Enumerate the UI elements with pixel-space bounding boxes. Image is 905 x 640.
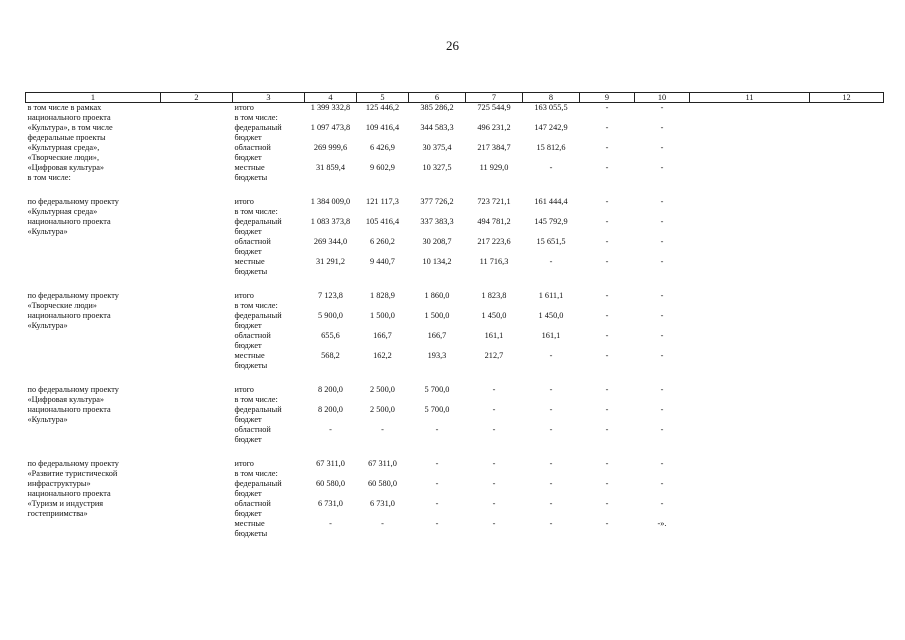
value-cell-col-8: 15 651,5 bbox=[536, 237, 566, 246]
value-cell-col-10: - bbox=[660, 425, 664, 434]
value-cell-col-5: 6 426,9 bbox=[370, 143, 395, 152]
column-11-cell bbox=[690, 113, 810, 123]
value-cell-col-9: - bbox=[605, 217, 609, 226]
value-cell-col-10: - bbox=[660, 217, 664, 226]
value-cell-col-4: 7 123,8 bbox=[318, 291, 343, 300]
column-2-cell bbox=[161, 103, 233, 184]
value-cell-col-5: 105 416,4 bbox=[365, 217, 400, 226]
budget-table bbox=[25, 92, 884, 539]
value-cell-col-5 bbox=[357, 301, 409, 311]
column-11-cell bbox=[690, 479, 810, 499]
column-12-cell bbox=[810, 163, 884, 183]
table-row bbox=[26, 459, 884, 469]
value-cell-col-5: - bbox=[381, 425, 384, 434]
value-cell-col-7: 11 716,3 bbox=[479, 257, 509, 266]
value-cell-col-5: 6 731,0 bbox=[370, 499, 395, 508]
spacer-cell bbox=[26, 183, 884, 197]
value-cell-col-10: - bbox=[660, 143, 664, 152]
value-cell-col-5 bbox=[357, 469, 409, 479]
value-cell-col-9 bbox=[580, 395, 635, 405]
value-cell-col-8: - bbox=[549, 385, 553, 394]
value-cell-col-5: 109 416,4 bbox=[365, 123, 400, 132]
value-cell-col-8: 163 055,5 bbox=[534, 103, 568, 112]
value-cell-col-6: - bbox=[435, 425, 439, 434]
column-12-cell bbox=[810, 237, 884, 257]
spacer-cell bbox=[26, 371, 884, 385]
value-cell-col-6 bbox=[409, 395, 466, 405]
column-11-cell bbox=[690, 217, 810, 237]
value-cell-col-9: - bbox=[605, 499, 609, 508]
column-11-cell bbox=[690, 395, 810, 405]
funding-source-cell: итого bbox=[234, 385, 254, 394]
value-cell-col-6: 166,7 bbox=[427, 331, 447, 340]
value-cell-col-4: 269 999,6 bbox=[313, 143, 348, 152]
value-cell-col-5 bbox=[357, 207, 409, 217]
column-11-cell bbox=[690, 331, 810, 351]
column-header-11: 11 bbox=[690, 93, 810, 103]
column-11-cell bbox=[690, 351, 810, 371]
column-11-cell bbox=[690, 405, 810, 425]
value-cell-col-7: 1 450,0 bbox=[481, 311, 507, 320]
value-cell-col-6: 5 700,0 bbox=[424, 385, 450, 394]
value-cell-col-9: - bbox=[605, 405, 609, 414]
block-spacer bbox=[26, 371, 884, 385]
column-12-cell bbox=[810, 395, 884, 405]
column-11-cell bbox=[690, 163, 810, 183]
value-cell-col-6: 344 583,3 bbox=[420, 123, 454, 132]
column-12-cell bbox=[810, 197, 884, 207]
funding-source-cell: федеральный бюджет bbox=[234, 123, 282, 142]
value-cell-col-9: - bbox=[605, 519, 609, 528]
funding-source-cell: местные бюджеты bbox=[234, 351, 268, 370]
funding-source-cell: федеральный бюджет bbox=[234, 311, 282, 330]
funding-source-cell: в том числе: bbox=[234, 207, 278, 216]
column-11-cell bbox=[690, 469, 810, 479]
value-cell-col-10: -». bbox=[657, 519, 667, 528]
value-cell-col-4 bbox=[305, 469, 357, 479]
column-11-cell bbox=[690, 519, 810, 539]
column-number-row bbox=[26, 93, 884, 103]
value-cell-col-6: 10 327,5 bbox=[422, 163, 452, 172]
value-cell-col-4 bbox=[305, 113, 357, 123]
value-cell-col-6 bbox=[409, 113, 466, 123]
funding-source-cell: областной бюджет bbox=[234, 425, 271, 444]
column-11-cell bbox=[690, 499, 810, 519]
value-cell-col-7 bbox=[466, 395, 523, 405]
value-cell-col-10: - bbox=[660, 257, 664, 266]
value-cell-col-10: - bbox=[660, 459, 664, 468]
value-cell-col-10: - bbox=[660, 197, 664, 206]
value-cell-col-7: 161,1 bbox=[484, 331, 504, 340]
column-12-cell bbox=[810, 499, 884, 519]
value-cell-col-6: 30 208,7 bbox=[422, 237, 452, 246]
value-cell-col-8: - bbox=[549, 519, 553, 528]
spacer-cell bbox=[26, 277, 884, 291]
funding-source-cell: областной бюджет bbox=[234, 331, 271, 350]
value-cell-col-9: - bbox=[605, 459, 609, 468]
value-cell-col-9 bbox=[580, 301, 635, 311]
value-cell-col-7: 725 544,9 bbox=[477, 103, 511, 112]
value-cell-col-9: - bbox=[605, 291, 609, 300]
column-12-cell bbox=[810, 291, 884, 301]
value-cell-col-8: - bbox=[549, 405, 553, 414]
column-11-cell bbox=[690, 123, 810, 143]
column-12-cell bbox=[810, 479, 884, 499]
project-label: по федеральному проекту «Творческие люди» национального проекта «Культура» bbox=[27, 291, 119, 330]
value-cell-col-4: 1 083 373,8 bbox=[310, 217, 351, 226]
value-cell-col-10 bbox=[635, 301, 690, 311]
value-cell-col-9: - bbox=[605, 479, 609, 488]
value-cell-col-4: 67 311,0 bbox=[316, 459, 345, 468]
column-11-cell bbox=[690, 103, 810, 114]
column-11-cell bbox=[690, 143, 810, 163]
column-2-cell bbox=[161, 459, 233, 539]
value-cell-col-10: - bbox=[660, 405, 664, 414]
column-header-5: 5 bbox=[357, 93, 409, 103]
value-cell-col-8: - bbox=[549, 425, 553, 434]
value-cell-col-8: - bbox=[549, 351, 553, 360]
value-cell-col-7: 494 781,2 bbox=[477, 217, 511, 226]
column-12-cell bbox=[810, 207, 884, 217]
value-cell-col-10: - bbox=[660, 237, 664, 246]
value-cell-col-9: - bbox=[605, 237, 609, 246]
value-cell-col-6: 10 134,2 bbox=[422, 257, 452, 266]
value-cell-col-4: 8 200,0 bbox=[318, 385, 343, 394]
funding-source-cell: итого bbox=[234, 103, 254, 112]
column-11-cell bbox=[690, 207, 810, 217]
value-cell-col-4: - bbox=[329, 519, 332, 528]
column-11-cell bbox=[690, 257, 810, 277]
table-row bbox=[26, 385, 884, 395]
value-cell-col-9: - bbox=[605, 425, 609, 434]
funding-source-cell: итого bbox=[234, 197, 254, 206]
column-11-cell bbox=[690, 459, 810, 469]
value-cell-col-6 bbox=[409, 301, 466, 311]
value-cell-col-8 bbox=[523, 395, 580, 405]
value-cell-col-4: 655,6 bbox=[321, 331, 340, 340]
value-cell-col-10 bbox=[635, 395, 690, 405]
value-cell-col-9: - bbox=[605, 143, 609, 152]
value-cell-col-10: - bbox=[660, 291, 664, 300]
column-12-cell bbox=[810, 459, 884, 469]
value-cell-col-4: 8 200,0 bbox=[318, 405, 343, 414]
value-cell-col-4: 269 344,0 bbox=[313, 237, 348, 246]
column-2-cell bbox=[161, 197, 233, 277]
value-cell-col-9: - bbox=[605, 331, 609, 340]
column-12-cell bbox=[810, 301, 884, 311]
column-12-cell bbox=[810, 143, 884, 163]
value-cell-col-8: - bbox=[549, 499, 553, 508]
value-cell-col-4: 6 731,0 bbox=[318, 499, 343, 508]
table-row bbox=[26, 103, 884, 114]
value-cell-col-4: 1 384 009,0 bbox=[310, 197, 351, 206]
column-header-1: 1 bbox=[26, 93, 161, 103]
value-cell-col-7: - bbox=[492, 385, 496, 394]
value-cell-col-9 bbox=[580, 207, 635, 217]
value-cell-col-9: - bbox=[605, 123, 609, 132]
funding-source-cell: в том числе: bbox=[234, 301, 278, 310]
value-cell-col-4: 1 097 473,8 bbox=[310, 123, 351, 132]
value-cell-col-8 bbox=[523, 207, 580, 217]
value-cell-col-4 bbox=[305, 395, 357, 405]
value-cell-col-6: - bbox=[435, 519, 439, 528]
value-cell-col-5 bbox=[357, 113, 409, 123]
funding-source-cell: в том числе: bbox=[234, 395, 278, 404]
value-cell-col-7: 496 231,2 bbox=[477, 123, 511, 132]
value-cell-col-6: 193,3 bbox=[427, 351, 447, 360]
block-spacer bbox=[26, 277, 884, 291]
value-cell-col-6: 1 500,0 bbox=[424, 311, 450, 320]
funding-source-cell: федеральный бюджет bbox=[234, 479, 282, 498]
column-11-cell bbox=[690, 301, 810, 311]
spacer-cell bbox=[26, 445, 884, 459]
value-cell-col-6: 377 726,2 bbox=[420, 197, 454, 206]
project-label: по федеральному проекту «Культурная среда» национального проекта «Культура» bbox=[27, 197, 119, 236]
value-cell-col-8: 1 450,0 bbox=[538, 311, 564, 320]
value-cell-col-9: - bbox=[605, 351, 609, 360]
value-cell-col-6: 337 383,3 bbox=[420, 217, 454, 226]
value-cell-col-10: - bbox=[660, 499, 664, 508]
value-cell-col-10: - bbox=[660, 163, 664, 172]
value-cell-col-7: - bbox=[492, 425, 496, 434]
value-cell-col-9: - bbox=[605, 385, 609, 394]
value-cell-col-5: 162,2 bbox=[373, 351, 392, 360]
column-12-cell bbox=[810, 103, 884, 114]
value-cell-col-5 bbox=[357, 395, 409, 405]
value-cell-col-4 bbox=[305, 301, 357, 311]
column-11-cell bbox=[690, 425, 810, 445]
column-12-cell bbox=[810, 311, 884, 331]
value-cell-col-6: - bbox=[435, 459, 439, 468]
column-12-cell bbox=[810, 113, 884, 123]
value-cell-col-9 bbox=[580, 113, 635, 123]
column-11-cell bbox=[690, 311, 810, 331]
column-12-cell bbox=[810, 123, 884, 143]
value-cell-col-7: 1 823,8 bbox=[481, 291, 507, 300]
value-cell-col-8: 161 444,4 bbox=[534, 197, 568, 206]
project-label: по федеральному проекту «Цифровая культура» национального проекта «Культура» bbox=[27, 385, 119, 424]
block-spacer bbox=[26, 183, 884, 197]
value-cell-col-5: 1 500,0 bbox=[370, 311, 395, 320]
column-header-12: 12 bbox=[810, 93, 884, 103]
column-header-6: 6 bbox=[409, 93, 466, 103]
value-cell-col-5: 2 500,0 bbox=[370, 385, 395, 394]
value-cell-col-7 bbox=[466, 207, 523, 217]
value-cell-col-8 bbox=[523, 469, 580, 479]
value-cell-col-5: 9 602,9 bbox=[370, 163, 395, 172]
column-12-cell bbox=[810, 217, 884, 237]
funding-source-cell: в том числе: bbox=[234, 113, 278, 122]
column-header-2: 2 bbox=[161, 93, 233, 103]
table-row bbox=[26, 291, 884, 301]
funding-source-cell: местные бюджеты bbox=[234, 257, 268, 276]
column-header-9: 9 bbox=[580, 93, 635, 103]
value-cell-col-4: 568,2 bbox=[321, 351, 340, 360]
value-cell-col-9 bbox=[580, 469, 635, 479]
value-cell-col-9: - bbox=[605, 103, 609, 112]
value-cell-col-7: - bbox=[492, 499, 496, 508]
value-cell-col-10: - bbox=[660, 311, 664, 320]
value-cell-col-7: 11 929,0 bbox=[479, 163, 509, 172]
column-12-cell bbox=[810, 331, 884, 351]
value-cell-col-8: 15 812,6 bbox=[536, 143, 566, 152]
value-cell-col-8: - bbox=[549, 479, 553, 488]
value-cell-col-6 bbox=[409, 469, 466, 479]
value-cell-col-5: - bbox=[381, 519, 384, 528]
column-header-4: 4 bbox=[305, 93, 357, 103]
value-cell-col-7: - bbox=[492, 459, 496, 468]
funding-source-cell: областной бюджет bbox=[234, 499, 271, 518]
column-12-cell bbox=[810, 425, 884, 445]
value-cell-col-9: - bbox=[605, 197, 609, 206]
value-cell-col-10 bbox=[635, 207, 690, 217]
value-cell-col-8: - bbox=[549, 257, 553, 266]
column-header-3: 3 bbox=[233, 93, 305, 103]
column-11-cell bbox=[690, 291, 810, 301]
funding-source-cell: итого bbox=[234, 291, 254, 300]
table-row bbox=[26, 197, 884, 207]
value-cell-col-7: 217 384,7 bbox=[477, 143, 511, 152]
value-cell-col-5: 121 117,3 bbox=[366, 197, 399, 206]
page-number: 26 bbox=[446, 38, 459, 53]
value-cell-col-8: - bbox=[549, 163, 553, 172]
funding-source-cell: местные бюджеты bbox=[234, 519, 268, 538]
value-cell-col-7: 723 721,1 bbox=[477, 197, 511, 206]
value-cell-col-7 bbox=[466, 113, 523, 123]
value-cell-col-10: - bbox=[660, 123, 664, 132]
funding-source-cell: федеральный бюджет bbox=[234, 217, 282, 236]
value-cell-col-5: 1 828,9 bbox=[370, 291, 395, 300]
value-cell-col-7: - bbox=[492, 479, 496, 488]
value-cell-col-5: 2 500,0 bbox=[370, 405, 395, 414]
column-header-7: 7 bbox=[466, 93, 523, 103]
value-cell-col-10: - bbox=[660, 331, 664, 340]
value-cell-col-6: 1 860,0 bbox=[424, 291, 450, 300]
value-cell-col-5: 166,7 bbox=[373, 331, 392, 340]
value-cell-col-7 bbox=[466, 301, 523, 311]
value-cell-col-6: - bbox=[435, 499, 439, 508]
funding-source-cell: местные бюджеты bbox=[234, 163, 268, 182]
value-cell-col-9: - bbox=[605, 257, 609, 266]
value-cell-col-8: - bbox=[549, 459, 553, 468]
column-11-cell bbox=[690, 237, 810, 257]
column-11-cell bbox=[690, 385, 810, 395]
funding-source-cell: итого bbox=[234, 459, 254, 468]
value-cell-col-5: 67 311,0 bbox=[368, 459, 397, 468]
value-cell-col-8: 1 611,1 bbox=[538, 291, 564, 300]
column-header-8: 8 bbox=[523, 93, 580, 103]
value-cell-col-8: 161,1 bbox=[541, 331, 561, 340]
column-12-cell bbox=[810, 405, 884, 425]
value-cell-col-5: 6 260,2 bbox=[370, 237, 395, 246]
value-cell-col-10 bbox=[635, 469, 690, 479]
value-cell-col-6 bbox=[409, 207, 466, 217]
value-cell-col-7 bbox=[466, 469, 523, 479]
funding-source-cell: федеральный бюджет bbox=[234, 405, 282, 424]
value-cell-col-7: - bbox=[492, 519, 496, 528]
value-cell-col-6: - bbox=[435, 479, 439, 488]
value-cell-col-7: - bbox=[492, 405, 496, 414]
funding-source-cell: областной бюджет bbox=[234, 143, 271, 162]
value-cell-col-4: 5 900,0 bbox=[318, 311, 343, 320]
value-cell-col-4: - bbox=[329, 425, 332, 434]
value-cell-col-9: - bbox=[605, 311, 609, 320]
value-cell-col-8: 147 242,9 bbox=[534, 123, 568, 132]
column-11-cell bbox=[690, 197, 810, 207]
value-cell-col-6: 385 286,2 bbox=[420, 103, 454, 112]
column-12-cell bbox=[810, 469, 884, 479]
value-cell-col-5: 60 580,0 bbox=[367, 479, 398, 488]
project-label: по федеральному проекту «Развитие туристической инфраструктуры» национального проекта «Туризм и индустрия гостеприимства» bbox=[27, 459, 119, 518]
value-cell-col-7: 217 223,6 bbox=[477, 237, 511, 246]
block-spacer bbox=[26, 445, 884, 459]
column-12-cell bbox=[810, 519, 884, 539]
value-cell-col-7: 212,7 bbox=[484, 351, 504, 360]
value-cell-col-10: - bbox=[660, 103, 664, 112]
column-header-10: 10 bbox=[635, 93, 690, 103]
value-cell-col-4: 1 399 332,8 bbox=[310, 103, 351, 112]
value-cell-col-10: - bbox=[660, 351, 664, 360]
value-cell-col-8 bbox=[523, 301, 580, 311]
funding-source-cell: областной бюджет bbox=[234, 237, 271, 256]
value-cell-col-5: 9 440,7 bbox=[370, 257, 395, 266]
value-cell-col-9: - bbox=[605, 163, 609, 172]
project-label: в том числе в рамках национального проекта «Культура», в том числе федеральные проекты «Культурная среда», «Творческие люди», «Цифровая культура» в том числе: bbox=[27, 103, 113, 182]
value-cell-col-6: 5 700,0 bbox=[424, 405, 450, 414]
value-cell-col-4: 60 580,0 bbox=[315, 479, 346, 488]
value-cell-col-4: 31 859,4 bbox=[315, 163, 346, 172]
value-cell-col-10: - bbox=[660, 479, 664, 488]
value-cell-col-10: - bbox=[660, 385, 664, 394]
value-cell-col-6: 30 375,4 bbox=[422, 143, 452, 152]
funding-source-cell: в том числе: bbox=[234, 469, 278, 478]
value-cell-col-8: 145 792,9 bbox=[534, 217, 568, 226]
value-cell-col-4 bbox=[305, 207, 357, 217]
value-cell-col-10 bbox=[635, 113, 690, 123]
value-cell-col-4: 31 291,2 bbox=[315, 257, 346, 266]
value-cell-col-8 bbox=[523, 113, 580, 123]
column-12-cell bbox=[810, 351, 884, 371]
value-cell-col-5: 125 446,2 bbox=[365, 103, 400, 112]
column-2-cell bbox=[161, 385, 233, 445]
column-2-cell bbox=[161, 291, 233, 371]
column-12-cell bbox=[810, 257, 884, 277]
table-body bbox=[26, 103, 884, 540]
column-12-cell bbox=[810, 385, 884, 395]
